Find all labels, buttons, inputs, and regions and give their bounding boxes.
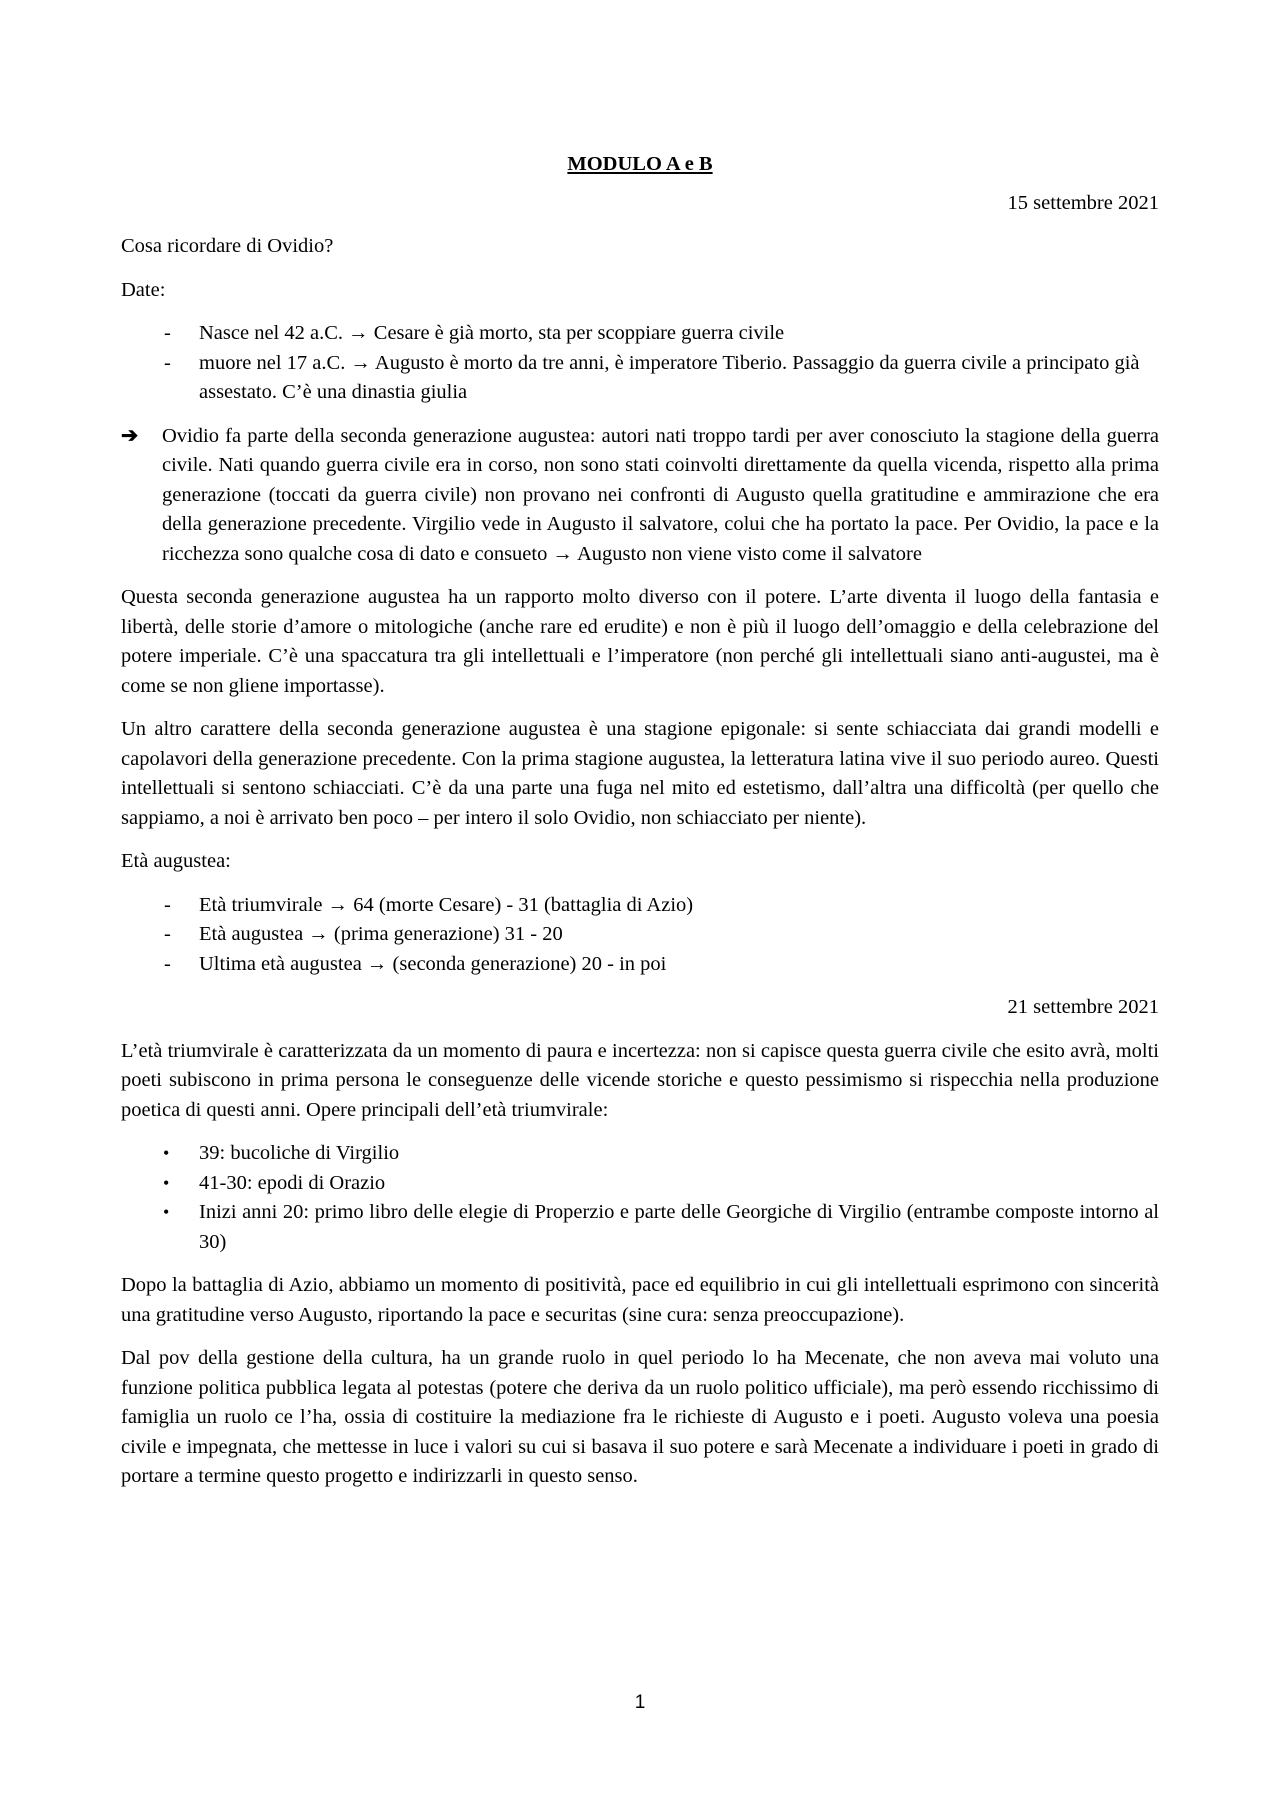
- arrow-paragraph-text: Ovidio fa parte della seconda generazione augustea: autori nati troppo tardi per aver conosciuto la stagione della guerra civile. Nati quando guerra civile era in corso, non sono stati coinvolti direttamente da quella vicenda, rispetto alla prima generazione (toccati da guerra civile) non provano nei confronti di Augusto quella gratitudine e ammirazione che era della generazione precedente. Virgilio vede in Augusto il salvatore, colui che ha portato la pace. Per Ovidio, la pace e la ricchezza sono qualche cosa di dato e consueto → Augusto non viene visto come il salvatore: [162, 424, 1159, 565]
- paragraph-mecenate: Dal pov della gestione della cultura, ha un grande ruolo in quel periodo lo ha Mecenate, che non aveva mai voluto una funzione politica pubblica legata al potestas (potere che deriva da un ruolo politico ufficiale), ma però essendo ricchissimo di famiglia un ruolo ce l’ha, ossia di costituire la mediazione fra le richieste di Augusto e i poeti. Augusto voleva una poesia civile e impegnata, che mettesse in luce i valori su cui si basava il suo potere e sarà Mecenate a individuare i poeti in grado di portare a termine questo progetto e indirizzarli in questo senso.: [121, 1347, 1159, 1487]
- list-item-text: Età augustea → (prima generazione) 31 - 20: [199, 923, 563, 945]
- list-item: [121, 950, 1159, 980]
- arrow-paragraph: [121, 422, 1159, 570]
- list-item-text: Ultima età augustea → (seconda generazione) 20 - in poi: [199, 952, 667, 975]
- dash-marker: -: [164, 893, 171, 916]
- list-item: [121, 1139, 1159, 1169]
- opere-list: [121, 1139, 1159, 1257]
- list-item: [121, 1169, 1159, 1199]
- date-15-settembre: 15 settembre 2021: [1007, 191, 1159, 214]
- document-page: [121, 150, 1159, 1506]
- list-item-text: 39: bucoliche di Virgilio: [199, 1142, 400, 1164]
- question-line: Cosa ricordare di Ovidio?: [121, 235, 334, 257]
- bullet-marker: •: [163, 1143, 170, 1163]
- list-item: [121, 891, 1159, 921]
- list-item: [121, 319, 1159, 349]
- date-21-settembre: 21 settembre 2021: [1007, 996, 1159, 1018]
- bullet-marker: •: [163, 1172, 170, 1193]
- eta-list: [121, 891, 1159, 980]
- paragraph-epigonale: Un altro carattere della seconda generazione augustea è una stagione epigonale: si sente schiacciata dai grandi modelli e capolavori della generazione precedente. Con la prima stagione augustea, la letteratura latina vive il suo periodo aureo. Questi intellettuali si sentono schiacciati. C’è da una parte una fuga nel mito ed estetismo, dall’altra una difficoltà (per quello che sappiamo, a noi è arrivato ben poco – per intero il solo Ovidio, non schiacciato per niente).: [121, 718, 1159, 829]
- dates-list: [121, 319, 1159, 408]
- list-item: [121, 1198, 1159, 1257]
- paragraph-azio: Dopo la battaglia di Azio, abbiamo un momento di positività, pace ed equilibrio in cui gli intellettuali esprimono con sincerità una gratitudine verso Augusto, riportando la pace e securitas (sine cura: senza preoccupazione).: [121, 1274, 1159, 1326]
- dash-marker: -: [164, 923, 171, 945]
- page-number: 1: [634, 1692, 646, 1713]
- list-item-text: Inizi anni 20: primo libro delle elegie di Properzio e parte delle Georgiche di Virgilio (entrambe composte intorno al 30): [199, 1201, 1159, 1253]
- paragraph-potere: Questa seconda generazione augustea ha un rapporto molto diverso con il potere. L’arte diventa il luogo della fantasia e libertà, delle storie d’amore o mitologiche (anche rare ed erudite) e non è più il luogo dell’omaggio e della celebrazione del potere imperiale. C’è una spaccatura tra gli intellettuali e l’imperatore (non perché gli intellettuali siano anti-augustei, ma è come se non gliene importasse).: [121, 586, 1159, 697]
- list-item-text: muore nel 17 a.C. → Augusto è morto da tre anni, è imperatore Tiberio. Passaggio da guerra civile a principato già assestato. C’è una dinastia giulia: [199, 351, 1140, 403]
- dates-label: Date:: [121, 278, 166, 301]
- bullet-marker: •: [163, 1202, 170, 1222]
- dash-marker: -: [164, 351, 171, 374]
- list-item-text: Età triumvirale → 64 (morte Cesare) - 31 (battaglia di Azio): [199, 893, 694, 916]
- arrow-icon: ➔: [121, 424, 139, 447]
- paragraph-triumvirale: L’età triumvirale è caratterizzata da un momento di paura e incertezza: non si capisce questa guerra civile che esito avrà, molti poeti subiscono in prima persona le conseguenze delle vicende storiche e questo pessimismo si rispecchia nella produzione poetica di questi anni. Opere principali dell’età triumvirale:: [121, 1039, 1159, 1121]
- list-item-text: 41-30: epodi di Orazio: [199, 1171, 386, 1194]
- list-item: [121, 349, 1159, 408]
- dash-marker: -: [164, 952, 171, 975]
- list-item-text: Nasce nel 42 a.C. → Cesare è già morto, sta per scoppiare guerra civile: [199, 322, 785, 344]
- list-item: [121, 920, 1159, 950]
- eta-augustea-label: Età augustea:: [121, 850, 231, 872]
- document-title: MODULO A e B: [567, 153, 713, 175]
- dash-marker: -: [164, 322, 171, 344]
